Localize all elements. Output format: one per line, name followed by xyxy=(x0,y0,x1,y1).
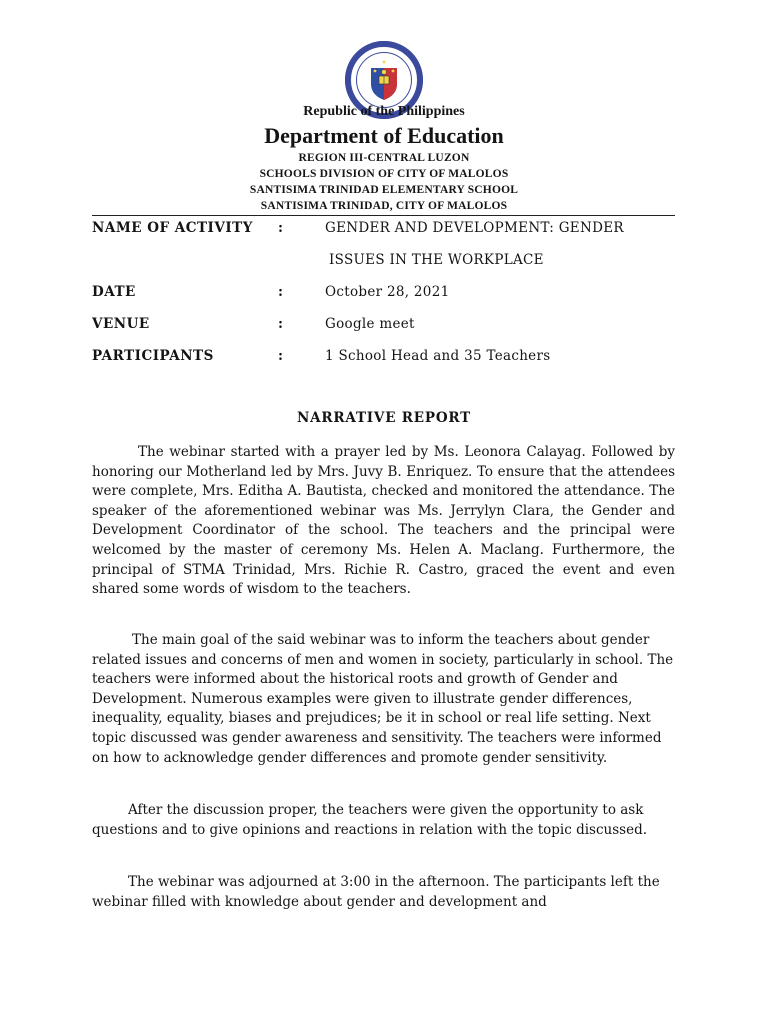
header-divider xyxy=(92,215,675,216)
info-label: PARTICIPANTS xyxy=(92,348,214,364)
report-title: NARRATIVE REPORT xyxy=(296,410,472,426)
info-label: NAME OF ACTIVITY xyxy=(92,220,253,236)
info-separator: : xyxy=(278,316,283,332)
division-line: SCHOOLS DIVISION OF CITY OF MALOLOS xyxy=(259,168,509,180)
info-value: Google meet xyxy=(325,316,415,332)
info-separator: : xyxy=(278,348,283,364)
info-separator: : xyxy=(278,284,283,300)
info-separator: : xyxy=(278,220,283,236)
activity-continuation: ISSUES IN THE WORKPLACE xyxy=(329,252,544,268)
report-paragraph: After the discussion proper, the teachers were given the opportunity to ask questions and to give opinions and reactions in relation with the topic discussed. xyxy=(92,802,648,838)
info-label: VENUE xyxy=(92,316,150,332)
republic-heading: Republic of the Philippines xyxy=(303,104,465,119)
report-paragraph: The webinar started with a prayer led by Ms. Leonora Calayag. Followed by honoring our Motherland led by Mrs. Juvy B. Enriquez. To ensure that the attendees were complete, Mrs. Editha A. Bautista, checked and monitored the attendance. The speaker of the aforementioned webinar was Ms. Jerrylyn Clara, the Gender and Development Coordinator of the school. The teachers and the principal were welcomed by the master of ceremony Ms. Helen A. Maclang. Furthermore, the principal of STMA Trinidad, Mrs. Richie R. Castro, graced the event and even shared some words of wisdom to the teachers. xyxy=(92,444,675,598)
address-line: SANTISIMA TRINIDAD, CITY OF MALOLOS xyxy=(260,200,508,212)
info-value: 1 School Head and 35 Teachers xyxy=(325,348,551,364)
school-line: SANTISIMA TRINIDAD ELEMENTARY SCHOOL xyxy=(249,184,519,196)
info-value: October 28, 2021 xyxy=(325,284,450,300)
info-label: DATE xyxy=(92,284,136,300)
report-paragraph: The webinar was adjourned at 3:00 in the afternoon. The participants left the webinar filled with knowledge about gender and development and xyxy=(92,874,660,910)
department-heading: Department of Education xyxy=(264,123,504,148)
report-paragraph: The main goal of the said webinar was to inform the teachers about gender related issues and concerns of men and women in society, particularly in school. The teachers were informed about the historical roots and growth of Gender and Development. Numerous examples were given to illustrate gender differences, inequality, equality, biases and prejudices; be it in school or real life setting. Next topic discussed was gender awareness and sensitivity. The teachers were informed on how to acknowledge gender differences and promote gender sensitivity. xyxy=(92,632,674,766)
info-value: GENDER AND DEVELOPMENT: GENDER xyxy=(325,220,624,236)
region-line: REGION III-CENTRAL LUZON xyxy=(298,152,470,164)
